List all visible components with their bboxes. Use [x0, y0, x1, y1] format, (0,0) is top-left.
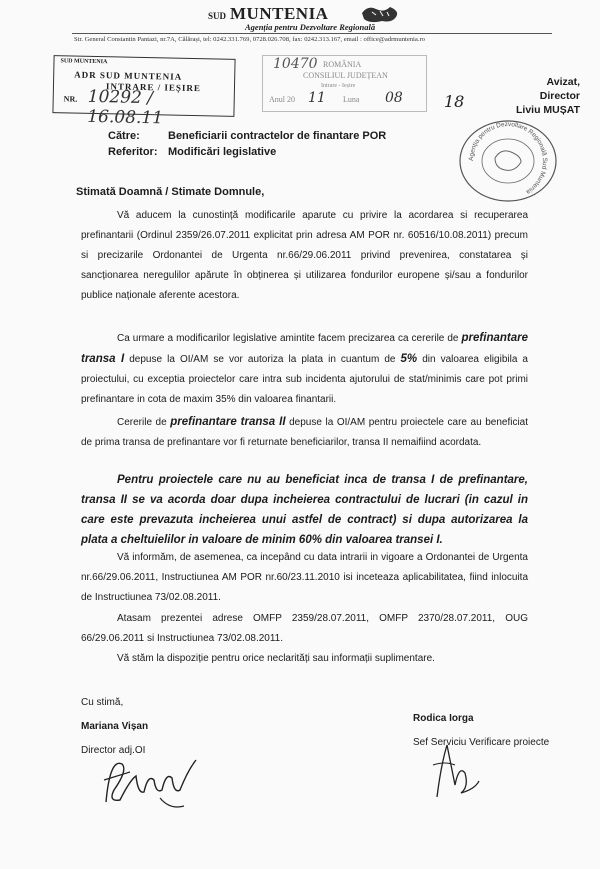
county-stamp-month-label: Luna — [343, 95, 360, 104]
county-stamp-line3: Intrare - Ieșire — [321, 83, 356, 89]
approval-label: Avizat, — [546, 76, 580, 88]
agency-name: Agenția pentru Dezvoltare Regională — [245, 22, 376, 32]
recipient-block — [108, 128, 386, 160]
signature-left — [100, 750, 205, 820]
p2-emphasis: prefinantare transa I — [81, 332, 528, 365]
left-signatory-role: Director adj.OI — [81, 745, 146, 756]
right-signatory-name: Rodica Iorga — [413, 713, 474, 724]
registry-stamp-line2: INTRARE / IEȘIRE — [105, 81, 202, 94]
round-stamp-seal — [455, 118, 561, 204]
registry-stamp — [52, 55, 235, 129]
paragraph-2 — [81, 328, 528, 410]
p2-text-a: Ca urmare a modificarilor legislative amintite facem precizarea ca cererile de — [117, 333, 459, 344]
p2-percent: 5% — [400, 353, 418, 365]
paragraph-3 — [81, 412, 528, 453]
approval-name: Liviu MUȘAT — [516, 104, 580, 116]
header-address: Str. General Constantin Pantazi, nr.7A, Călărași, tel: 0242.331.769, 0728.026.708, fax: 0242.313.167, email : office@adrmuntenia.ro — [74, 36, 425, 43]
approval-block — [505, 75, 580, 117]
paragraph-4: Pentru proiectele care nu au beneficiat inca de transa I de prefinantare, transa II se va acorda doar dupa incheierea contractului de lucrari (in cazul in care este prevazuta incheierea unui astfel de contract) si dupa autorizarea la plata a cheltuielilor in valoare de minim 60% din valoarea transei I. — [81, 474, 528, 546]
county-stamp — [262, 55, 427, 112]
right-signatory-role: Sef Serviciu Verificare proiecte — [413, 737, 550, 748]
paragraph-5: Vă informăm, de asemenea, ca incepând cu data intrarii in vigoare a Ordonantei de Urgenta nr.66/29.06.2011, Instructiunea AM POR nr.60/23.11.2010 isi inceteaza aplicabilitatea, fiind inlocuita de Instructiunea 73/02.08.2011. — [81, 552, 528, 603]
county-stamp-line1: ROMÂNIA — [323, 60, 362, 69]
p3-text-a: Cererile de — [117, 417, 167, 428]
salutation: Stimată Doamnă / Stimate Domnule, — [76, 186, 265, 198]
handwritten-number: 18 — [444, 92, 465, 111]
p2-text-b: depuse la OI/AM se vor autoriza la plata in cuantum de — [129, 354, 396, 365]
county-stamp-month: 08 — [385, 90, 403, 106]
county-stamp-number: 10470 — [273, 56, 318, 72]
paragraph-7: Vă stăm la dispoziție pentru orice neclarități sau informații suplimentare. — [117, 653, 435, 664]
signature-right — [425, 735, 485, 805]
to-value: Beneficiarii contractelor de finantare POR — [168, 130, 387, 142]
letterhead-logo — [208, 4, 328, 24]
paragraph-6: Atasam prezentei adrese OMFP 2359/28.07.2011, OMFP 2370/28.07.2011, OUG 66/29.06.2011 si Instructiunea 73/02.08.2011. — [81, 613, 528, 644]
re-value: Modificări legislative — [168, 146, 277, 158]
p3-text-b: depuse la OI/AM pentru proiectele care au beneficiat de prima transa de prefinantare vor fi returnate beneficiarilor, transa II nemaifiind acordata. — [81, 417, 529, 448]
registry-stamp-nr-label: NR. — [63, 94, 78, 104]
p2-text-c: din valoarea eligibila a proiectului, cu exceptia proiectelor care intra sub incidenta ajutorului de stat/minimis care pot primi prefinantare in cota de maxim 35% din valoarea finantarii. — [81, 354, 528, 405]
regards: Cu stimă, — [81, 697, 124, 708]
county-stamp-year: 11 — [308, 90, 326, 106]
county-stamp-line2: CONSILIUL JUDEȚEAN — [303, 71, 388, 80]
logo-prefix: SUD — [208, 11, 227, 21]
approval-role: Director — [539, 90, 580, 102]
registry-stamp-line1: ADR SUD MUNTENIA — [74, 69, 183, 82]
registry-stamp-number: 10292 / 16.08.11 — [87, 86, 164, 129]
county-stamp-year-label: Anul 20 — [269, 95, 295, 104]
p3-emphasis: prefinantare transa II — [170, 416, 286, 428]
left-signatory-name: Mariana Vișan — [81, 721, 149, 732]
registry-stamp-logo: SUD MUNTENIA — [60, 58, 108, 66]
header-divider — [72, 33, 552, 34]
paragraph-1: Vă aducem la cunostință modificarile aparute cu privire la acordarea si recuperarea prefinantarii (Ordinul 2359/26.07.2011 explicitat prin adresa AM POR nr. 60516/10.08.2011) precum si precizarile Ordonantei de Urgenta nr.66/29.06.2011 privind prevenirea, constatarea și sancționarea neregulilor apărute în obținerea și utilizarea fondurilor europene și/sau a fondurilor publice naționale aferente acestora. — [81, 210, 528, 301]
svg-text:Agenția pentru Dezvoltare Regi: Agenția pentru Dezvoltare Regională Sud Muntenia — [467, 120, 549, 196]
logo-name: MUNTENIA — [230, 4, 329, 23]
re-label: Referitor: — [108, 146, 158, 158]
to-label: Către: — [108, 130, 140, 142]
